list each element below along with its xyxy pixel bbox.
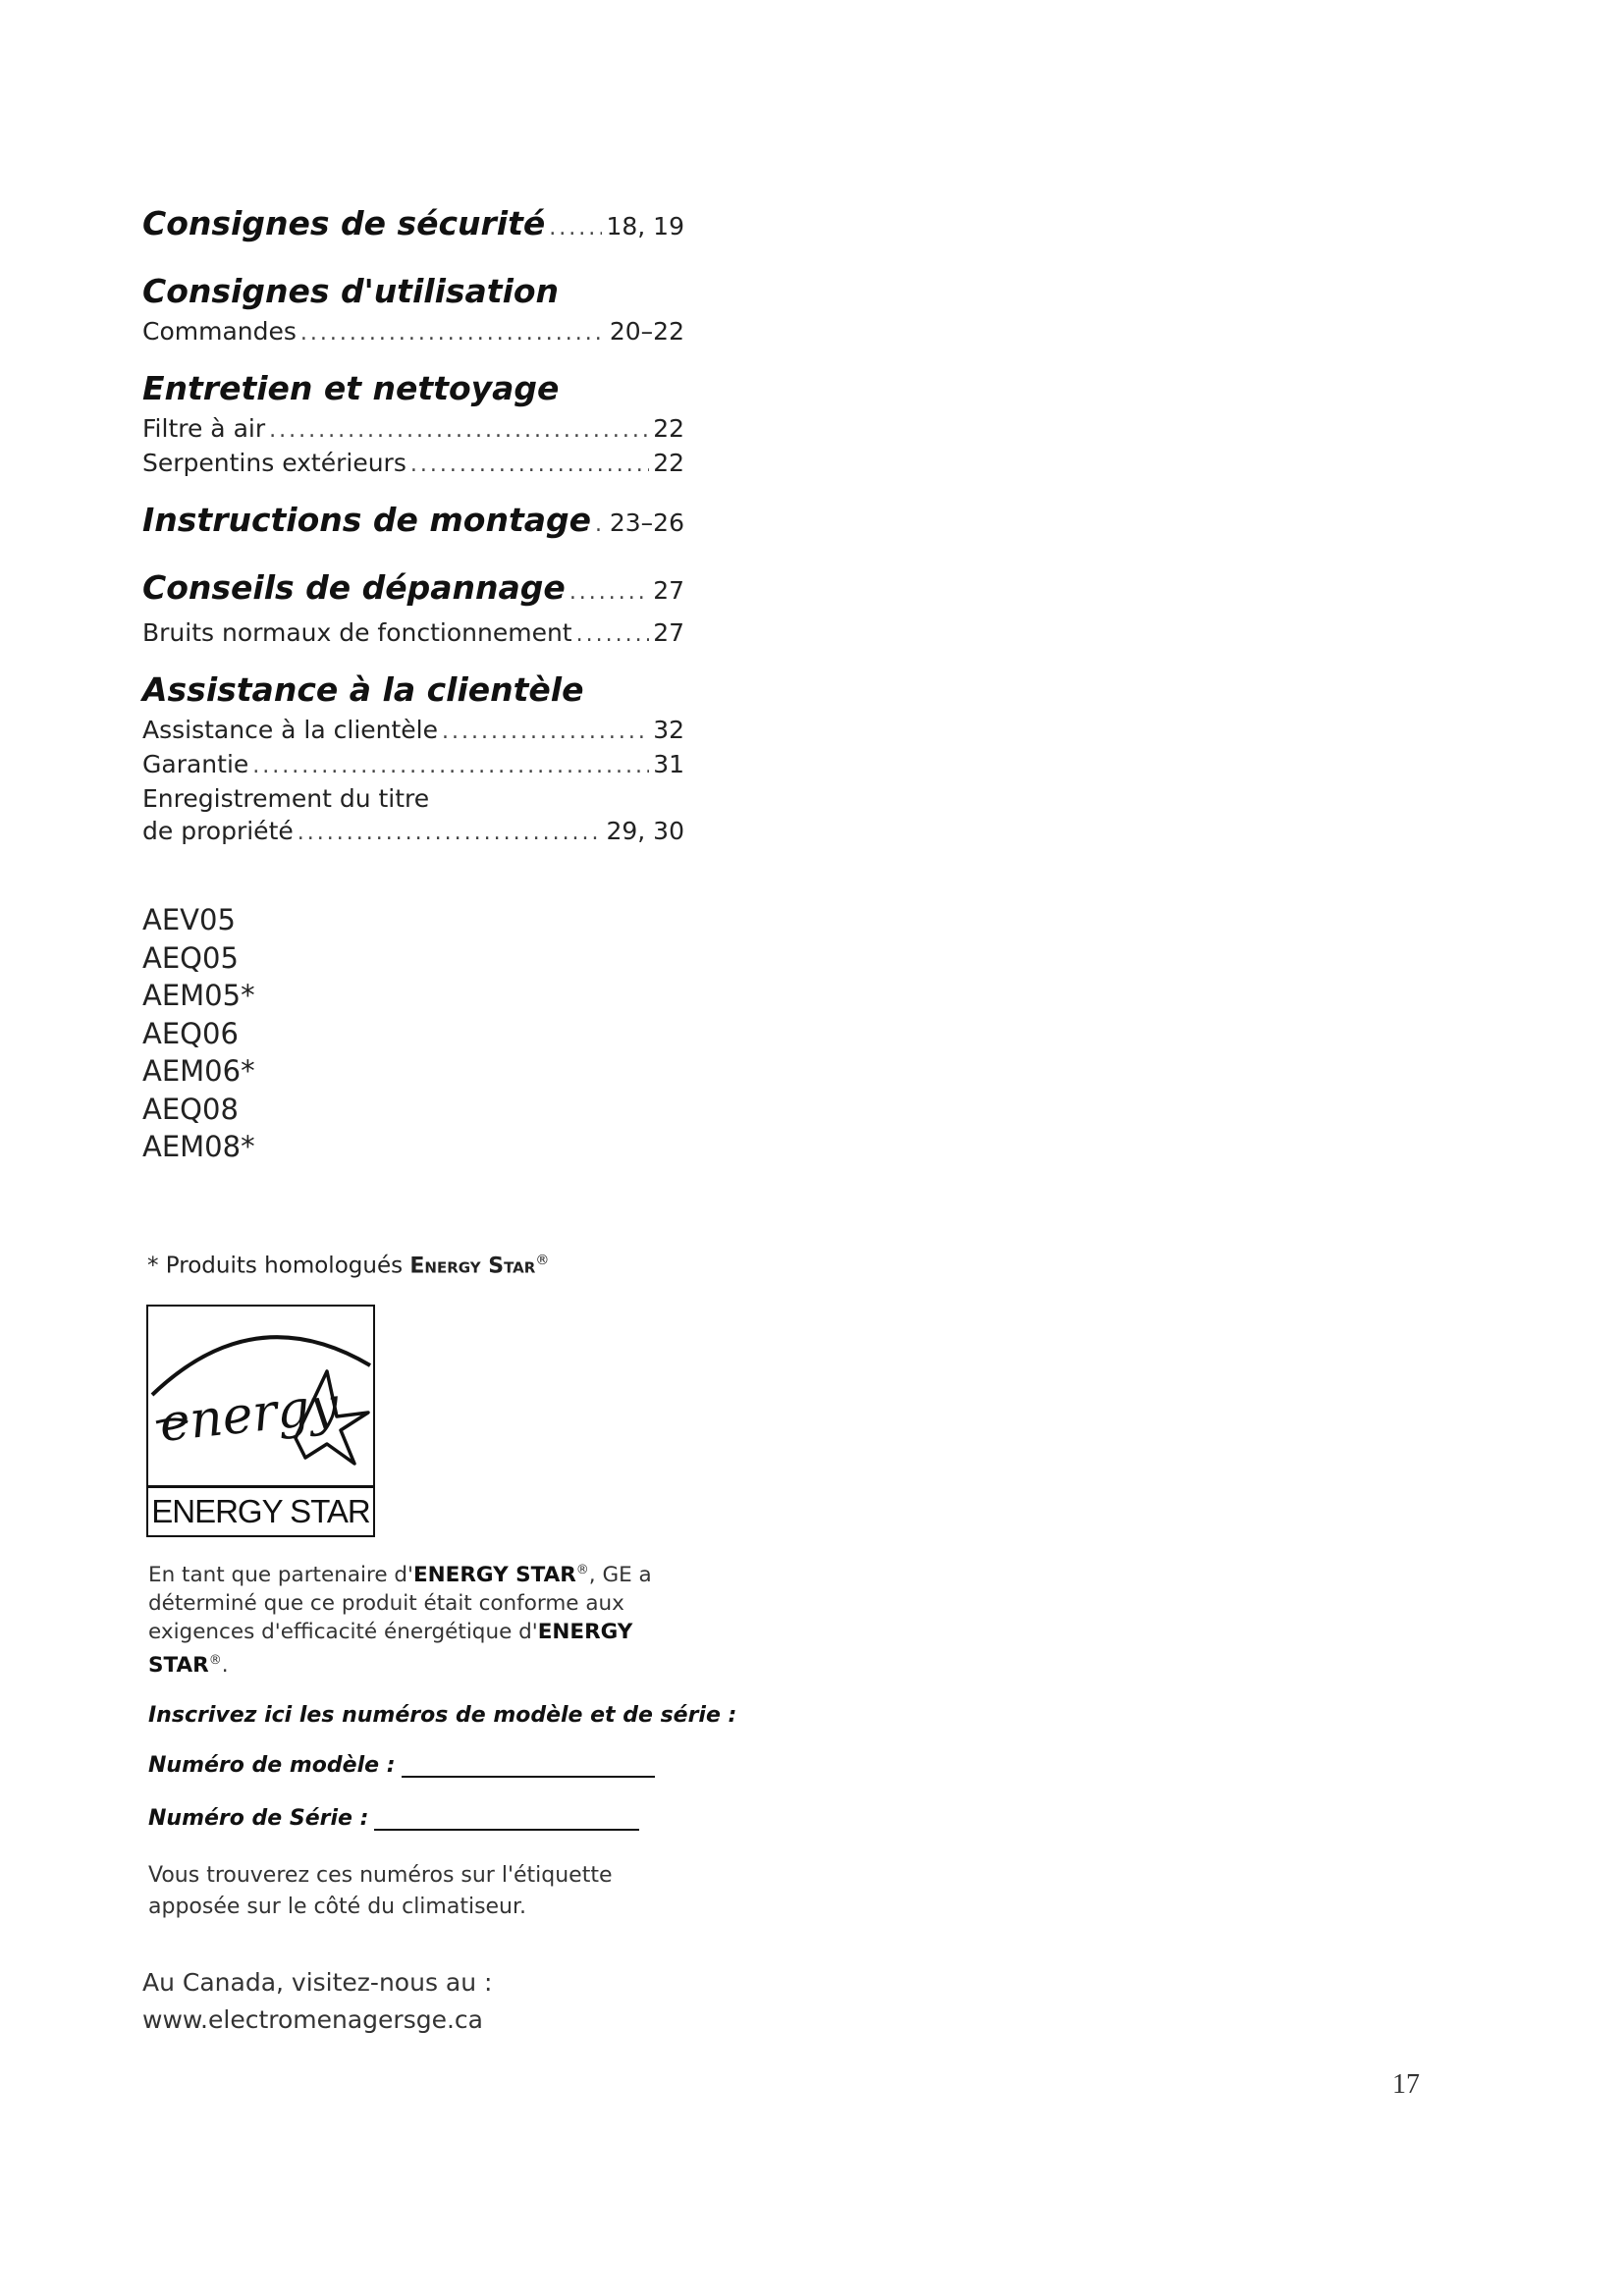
toc-section-consumer bbox=[142, 667, 684, 849]
dot-leader bbox=[298, 817, 603, 849]
toc-entry-label: Filtre à air bbox=[142, 414, 266, 443]
toc-entry-troubleshooting[interactable] bbox=[142, 564, 684, 616]
toc-page-ref: 22 bbox=[653, 414, 684, 443]
model-number: AEM05* bbox=[142, 979, 255, 1012]
toc-entry[interactable] bbox=[142, 748, 684, 782]
partner-text: , GE a déterminé que ce produit était conforme aux exigences d'efficacité énergétique d' bbox=[148, 1563, 652, 1645]
toc-page-ref: 22 bbox=[653, 449, 684, 477]
toc-page-ref: 27 bbox=[653, 576, 684, 605]
model-number: AEM08* bbox=[142, 1130, 255, 1163]
model-number: AEQ06 bbox=[142, 1016, 239, 1050]
record-heading: Inscrivez ici les numéros de modèle et de série : bbox=[148, 1703, 737, 1728]
toc-section-care bbox=[142, 365, 684, 481]
toc-page-ref: 18, 19 bbox=[606, 212, 684, 240]
energy-star-brand: ENERGY STAR bbox=[412, 1563, 576, 1588]
serial-number-label: Numéro de Série : bbox=[148, 1806, 369, 1831]
footnote-text: * Produits homologués bbox=[147, 1253, 404, 1279]
toc-entry[interactable] bbox=[142, 447, 684, 481]
dot-leader bbox=[410, 449, 649, 481]
energy-star-logo bbox=[146, 1305, 375, 1537]
toc-section-title: Consignes d'utilisation bbox=[142, 272, 560, 310]
energy-star-wordmark: ENERGY STAR bbox=[148, 1485, 373, 1535]
toc-entry-label: Garantie bbox=[142, 750, 249, 778]
toc-section-title: Conseils de dépannage bbox=[142, 568, 566, 607]
label-location-note: Vous trouverez ces numéros sur l'étiquette apposée sur le côté du climatiseur. bbox=[148, 1863, 613, 1919]
toc-entry-label: Assistance à la clientèle bbox=[142, 716, 439, 744]
toc-entry[interactable] bbox=[142, 714, 684, 748]
canada-contact bbox=[142, 1964, 492, 2039]
registered-mark: ® bbox=[535, 1253, 550, 1268]
partner-text: . bbox=[221, 1653, 229, 1679]
energy-star-footnote bbox=[147, 1253, 549, 1279]
registered-mark: ® bbox=[208, 1653, 222, 1669]
toc-entry-safety[interactable] bbox=[142, 200, 684, 252]
website-link[interactable]: www.electromenagersge.ca bbox=[142, 2005, 483, 2034]
energy-star-brand: Energy Star bbox=[409, 1254, 536, 1279]
dot-leader bbox=[576, 618, 650, 651]
toc-entry[interactable] bbox=[142, 315, 684, 349]
toc-page-ref: 29, 30 bbox=[606, 817, 684, 845]
toc-page-ref: 32 bbox=[653, 716, 684, 744]
toc-entry[interactable] bbox=[142, 412, 684, 447]
canada-visit-text: Au Canada, visitez-nous au : bbox=[142, 1968, 493, 1997]
model-number-label: Numéro de modèle : bbox=[148, 1753, 396, 1778]
dot-leader bbox=[549, 205, 602, 252]
toc-entry-label: de propriété bbox=[142, 817, 294, 845]
toc-entry[interactable] bbox=[142, 815, 684, 849]
toc-section-safety bbox=[142, 200, 684, 252]
dot-leader bbox=[595, 502, 606, 549]
dot-leader bbox=[269, 414, 649, 447]
toc-section-title: Instructions de montage bbox=[142, 501, 591, 539]
partner-text: En tant que partenaire d' bbox=[148, 1563, 413, 1588]
energy-star-arc-icon bbox=[148, 1307, 373, 1489]
toc-entry-label: Bruits normaux de fonctionnement bbox=[142, 618, 572, 647]
toc-section-title: Entretien et nettoyage bbox=[142, 369, 560, 407]
dot-leader bbox=[300, 317, 606, 349]
toc-section-operating bbox=[142, 268, 684, 349]
model-number: AEQ08 bbox=[142, 1092, 239, 1126]
toc-section-title: Assistance à la clientèle bbox=[142, 670, 584, 709]
toc-page-ref: 27 bbox=[653, 618, 684, 647]
toc-section-troubleshooting bbox=[142, 564, 684, 651]
energy-star-brand: ENERGY STAR bbox=[148, 1620, 633, 1679]
toc-section-installation bbox=[142, 497, 684, 549]
model-number: AEQ05 bbox=[142, 940, 239, 975]
toc-page-ref: 20–22 bbox=[609, 317, 684, 346]
page-number: 17 bbox=[1392, 2069, 1420, 2100]
dot-leader bbox=[442, 716, 649, 748]
toc-entry-label: Serpentins extérieurs bbox=[142, 449, 406, 477]
model-list bbox=[142, 901, 255, 1166]
dot-leader bbox=[569, 569, 649, 616]
energy-script-text: energy bbox=[156, 1376, 342, 1454]
toc-section-title: Consignes de sécurité bbox=[142, 204, 546, 242]
toc-entry-label: Commandes bbox=[142, 317, 297, 346]
table-of-contents bbox=[142, 200, 684, 865]
toc-entry[interactable] bbox=[142, 616, 684, 651]
toc-page-ref: 31 bbox=[653, 750, 684, 778]
model-number-field[interactable] bbox=[148, 1753, 655, 1778]
serial-number-blank[interactable] bbox=[374, 1807, 639, 1831]
model-number-blank[interactable] bbox=[402, 1754, 655, 1778]
serial-number-field[interactable] bbox=[148, 1806, 639, 1831]
partner-statement bbox=[148, 1556, 659, 1680]
model-number: AEM06* bbox=[142, 1054, 255, 1088]
dot-leader bbox=[252, 750, 649, 782]
model-number: AEV05 bbox=[142, 903, 236, 936]
toc-entry-installation[interactable] bbox=[142, 497, 684, 549]
toc-entry-label: Enregistrement du titre bbox=[142, 784, 430, 813]
registered-mark: ® bbox=[575, 1563, 589, 1577]
toc-page-ref: 23–26 bbox=[609, 508, 684, 537]
